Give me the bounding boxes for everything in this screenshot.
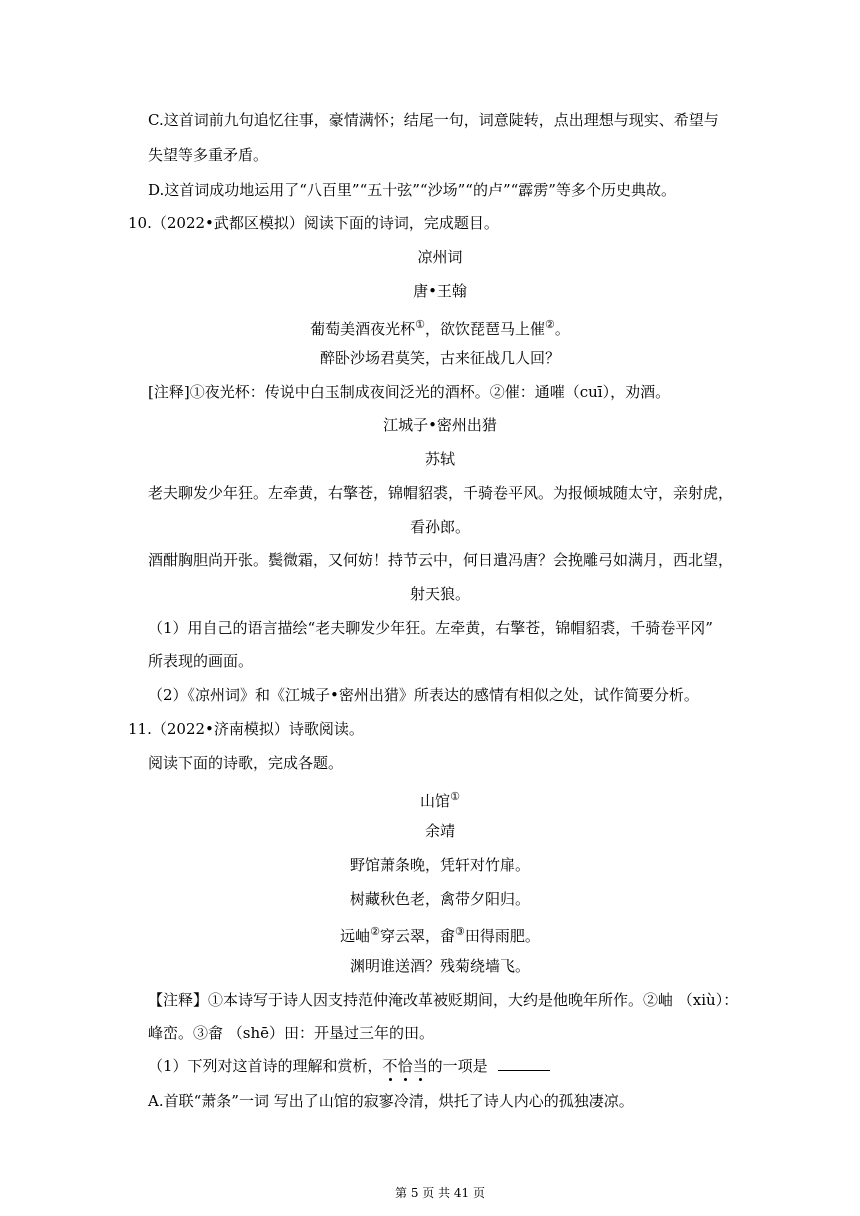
poem-3-notes-line-1: 【注释】①本诗写于诗人因支持范仲淹改革被贬期间，大约是他晚年所作。②岫 （xiù）： bbox=[148, 991, 739, 1009]
question-10-header: 10.（2022•武都区模拟）阅读下面的诗词，完成题目。 bbox=[128, 214, 499, 232]
poem-1-line-1-part-c: 。 bbox=[554, 320, 570, 338]
question-11-1-part-b: 的一项是 bbox=[427, 1057, 488, 1075]
poem-3-line-3-part-c: 田得雨肥。 bbox=[464, 927, 540, 945]
footnote-mark-1: ① bbox=[415, 318, 425, 331]
question-11-header: 11.（2022•济南模拟）诗歌阅读。 bbox=[128, 720, 364, 738]
emphasis-char-2: 恰 bbox=[397, 1057, 413, 1075]
poem-3-line-3-part-b: 穿云翠，畬 bbox=[379, 927, 455, 945]
poem-3-author: 余靖 bbox=[424, 822, 455, 840]
answer-blank[interactable] bbox=[498, 1056, 550, 1071]
poem-2-author: 苏轼 bbox=[424, 450, 455, 468]
poem-2-title: 江城子•密州出猎 bbox=[383, 416, 497, 434]
question-11-intro: 阅读下面的诗歌，完成各题。 bbox=[148, 754, 344, 772]
footnote-mark-2: ② bbox=[370, 925, 380, 938]
poem-2-line-2: 看孙郎。 bbox=[409, 518, 470, 536]
option-c-line-1: C.这首词前九句追忆往事，豪情满怀；结尾一句，词意陡转，点出理想与现实、希望与 bbox=[148, 111, 719, 129]
poem-3-line-3-part-a: 远岫 bbox=[340, 927, 371, 945]
footnote-mark-3: ③ bbox=[455, 925, 465, 938]
poem-1-line-1-part-a: 葡萄美酒夜光杯 bbox=[310, 320, 416, 338]
poem-3-line-4: 渊明谁送酒？残菊绕墙飞。 bbox=[349, 957, 530, 975]
poem-1-author: 唐•王翰 bbox=[413, 282, 467, 300]
poem-2-line-4: 射天狼。 bbox=[409, 585, 470, 603]
question-10-2: （2）《凉州词》和《江城子•密州出猎》所表达的感情有相似之处，试作简要分析。 bbox=[148, 686, 699, 704]
emphasis-char-1: 不 bbox=[382, 1057, 398, 1075]
poem-2-line-1: 老夫聊发少年狂。左牵黄，右擎苍，锦帽貂裘，千骑卷平风。为报倾城随太守，亲射虎， bbox=[148, 484, 734, 502]
poem-3-title bbox=[130, 787, 750, 811]
option-a-line: A.首联“萧条”一词 写出了山馆的寂寥冷清，烘托了诗人内心的孤独凄凉。 bbox=[148, 1092, 634, 1110]
option-c-line-2: 失望等多重矛盾。 bbox=[148, 146, 269, 164]
poem-1-line-2: 醉卧沙场君莫笑，古来征战几人回？ bbox=[319, 349, 560, 367]
poem-1-line-1-part-b: ，欲饮琵琶马上催 bbox=[424, 320, 545, 338]
poem-1-line-1 bbox=[130, 315, 750, 339]
poem-3-line-3 bbox=[130, 922, 750, 946]
question-11-1 bbox=[148, 1056, 550, 1076]
poem-2-line-3: 酒酣胸胆尚开张。鬓微霜，又何妨！持节云中，何日遣冯唐？会挽雕弓如满月，西北望， bbox=[148, 551, 734, 569]
option-d-line: D.这首词成功地运用了“八百里”“五十弦”“沙场”“的卢”“霹雳”等多个历史典故。 bbox=[148, 181, 676, 199]
poem-1-notes: [注释]①夜光杯：传说中白玉制成夜间泛光的酒杯。②催：通嗺（cuī），劝酒。 bbox=[148, 383, 671, 401]
poem-3-notes-line-2: 峰峦。③畲 （shē）田：开垦过三年的田。 bbox=[148, 1024, 435, 1042]
page-footer: 第 5 页 共 41 页 bbox=[395, 1186, 485, 1200]
footnote-mark-1: ① bbox=[450, 790, 460, 803]
emphasis-char-3: 当 bbox=[412, 1057, 428, 1075]
footnote-mark-2: ② bbox=[545, 318, 555, 331]
poem-3-title-text: 山馆 bbox=[420, 792, 451, 810]
question-11-1-part-a: （1）下列对这首诗的理解和赏析， bbox=[148, 1057, 383, 1075]
question-10-1-line-2: 所表现的画面。 bbox=[148, 652, 254, 670]
question-10-1-line-1: （1）用自己的语言描绘“老夫聊发少年狂。左牵黄，右擎苍，锦帽貂裘，千骑卷平冈” bbox=[148, 619, 713, 637]
poem-3-line-1: 野馆萧条晚，凭轩对竹扉。 bbox=[349, 856, 530, 874]
poem-1-title: 凉州词 bbox=[417, 248, 463, 266]
poem-3-line-2: 树藏秋色老，禽带夕阳归。 bbox=[349, 890, 530, 908]
